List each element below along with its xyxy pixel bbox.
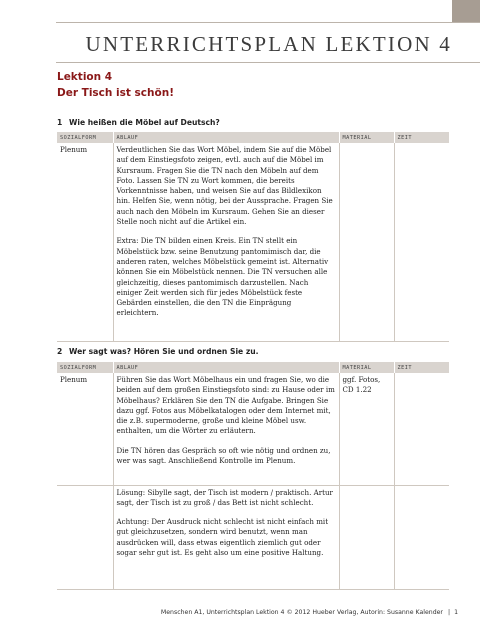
cell-ablauf — [113, 485, 339, 589]
lesson-number: Lektion 4 — [57, 71, 113, 83]
col-zeit: ZEIT — [394, 132, 449, 143]
table-row — [57, 143, 449, 341]
section-2-table — [57, 362, 449, 590]
section-2-title: Wer sagt was? Hören Sie und ordnen Sie zu. — [69, 347, 259, 356]
col-ablauf: ABLAUF — [113, 362, 339, 373]
table-header-row — [57, 362, 449, 373]
col-material: MATERIAL — [339, 362, 394, 373]
cell-zeit — [394, 485, 449, 589]
ablauf-paragraph: Achtung: Der Ausdruck nicht schlecht ist nicht einfach mit gut gleichzusetzen, sondern wird benutzt, wenn man ausdrücken will, dass etwas eigentlich ziemlich gut oder sogar sehr gut ist. Es geht also um eine positive Haltung. — [116, 517, 329, 557]
header-bottom-rule — [56, 62, 480, 63]
cell-material: ggf. Fotos, CD 1.22 — [339, 373, 394, 485]
page-header-title: UNTERRICHTSPLAN LEKTION 4 — [85, 32, 452, 56]
cell-ablauf — [113, 143, 339, 341]
col-material: MATERIAL — [339, 132, 394, 143]
lesson-heading — [57, 69, 174, 101]
section-1-heading — [57, 118, 220, 127]
cell-sozialform — [57, 485, 113, 589]
col-sozialform: SOZIALFORM — [57, 362, 113, 373]
section-2-heading — [57, 347, 259, 356]
footer-text: Menschen A1, Unterrichtsplan Lektion 4 © 2012 Hueber Verlag, Autorin: Susanne Kalender — [160, 609, 443, 616]
ablauf-paragraph: Führen Sie das Wort Möbelhaus ein und fragen Sie, wo die beiden auf dem großen Einstiegsfoto sind: zu Hause oder im Möbelhaus? Erklären Sie den TN die Aufgabe. Bringen Sie dazu ggf. Fotos aus Möbelkatalogen oder dem Internet mit, die z.B. supermoderne, große und kleine Möbel usw. enthalten, um die Wörter zu erläutern. — [116, 375, 335, 436]
ablauf-paragraph: Lösung: Sibylle sagt, der Tisch ist modern / praktisch. Artur sagt, der Tisch ist zu groß / das Bett ist nicht schlecht. — [116, 487, 333, 507]
cell-zeit — [394, 143, 449, 341]
col-zeit: ZEIT — [394, 362, 449, 373]
col-sozialform: SOZIALFORM — [57, 132, 113, 143]
header-accent-block — [452, 0, 480, 22]
table-row — [57, 485, 449, 589]
ablauf-paragraph: Die TN hören das Gespräch so oft wie nötig und ordnen zu, wer was sagt. Anschließend Kontrolle im Plenum. — [116, 445, 331, 466]
cell-sozialform: Plenum — [57, 143, 113, 341]
section-1-table — [57, 132, 449, 342]
col-ablauf: ABLAUF — [113, 132, 339, 143]
section-2-number: 2 — [57, 347, 63, 356]
section-1-number: 1 — [57, 118, 63, 127]
ablauf-paragraph: Verdeutlichen Sie das Wort Möbel, indem Sie auf die Möbel auf dem Einstiegsfoto zeigen, evtl. auch auf die Möbel im Kursraum. Fragen Sie die TN nach den Möbeln auf dem Foto. Lassen Sie TN zu Wort kommen, die bereits Vorkenntnisse haben, und weisen Sie auf das Bildlexikon hin. Helfen Sie, wenn nötig, bei der Aussprache. Fragen Sie auch nach den Möbeln im Kursraum. Gehen Sie an dieser Stelle noch nicht auf die Artikel ein. — [116, 145, 333, 227]
footer-separator: | — [447, 609, 451, 616]
cell-material — [339, 485, 394, 589]
table-row — [57, 373, 449, 485]
cell-zeit — [394, 373, 449, 485]
section-1-title: Wie heißen die Möbel auf Deutsch? — [69, 118, 220, 127]
cell-sozialform: Plenum — [57, 373, 113, 485]
cell-material — [339, 143, 394, 341]
table-header-row — [57, 132, 449, 143]
lesson-title: Der Tisch ist schön! — [57, 87, 174, 99]
page-number: 1 — [454, 609, 458, 616]
cell-ablauf — [113, 373, 339, 485]
header-top-rule — [56, 22, 480, 23]
page-footer — [0, 609, 458, 616]
ablauf-paragraph: Extra: Die TN bilden einen Kreis. Ein TN stellt ein Möbelstück bzw. seine Benutzung pantomimisch dar, die anderen raten, welches Möbelstück gemeint ist. Alternativ können Sie ein Möbelstück nennen. Die TN versuchen alle gleichzeitig, dieses pantomimisch darzustellen. Nach einiger Zeit werden sich für jedes Möbelstück feste Gebärden einstellen, die den TN die Einprägung erleichtern. — [116, 236, 329, 318]
